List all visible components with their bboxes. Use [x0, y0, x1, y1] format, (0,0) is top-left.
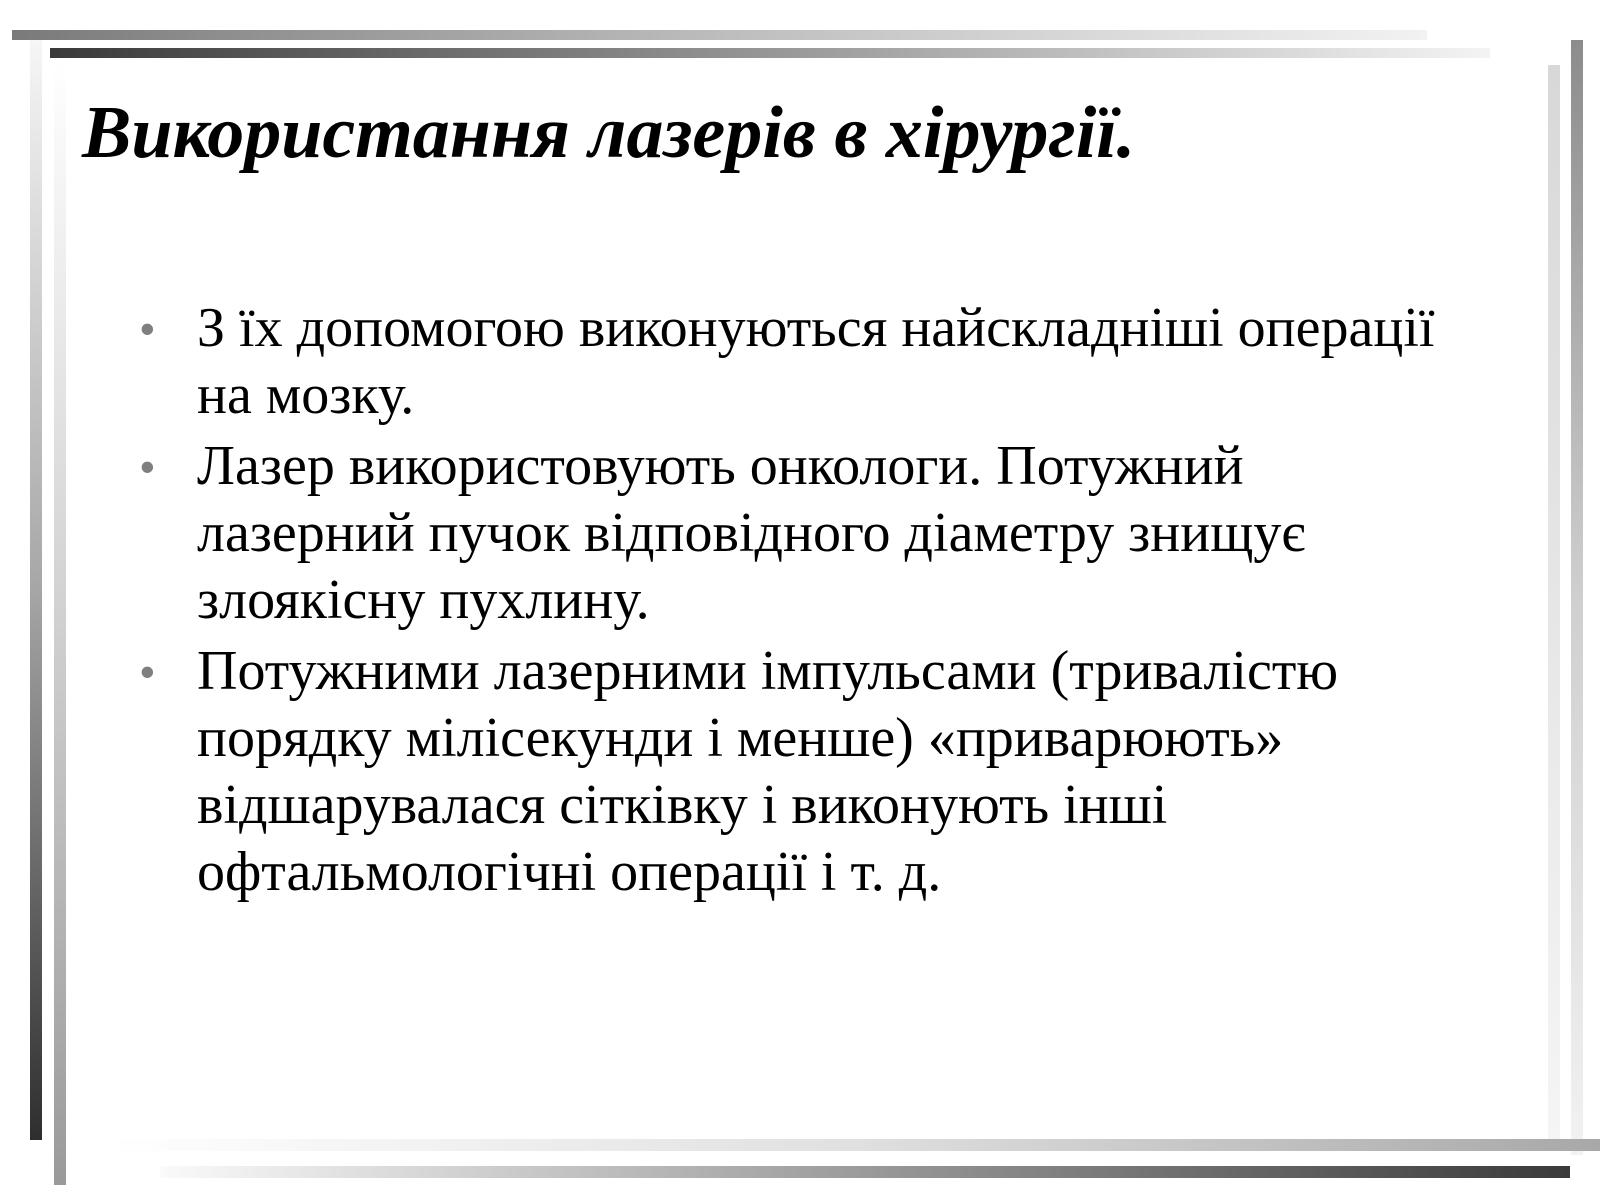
bullet-dot-icon: •	[140, 305, 155, 352]
frame-bar-left-inner	[54, 60, 66, 1185]
frame-bar-right-inner	[1548, 65, 1560, 1145]
bullet-dot-icon: •	[140, 648, 155, 695]
frame-bar-top-outer	[12, 30, 1427, 40]
frame-bar-left-outer	[30, 40, 42, 1140]
bullet-item	[140, 295, 1440, 429]
bullet-list	[140, 295, 1440, 910]
frame-bar-top-inner	[50, 48, 1490, 58]
frame-bar-bottom-outer	[160, 1166, 1570, 1178]
bullet-item	[140, 638, 1440, 906]
frame-bar-bottom-inner	[110, 1139, 1600, 1151]
slide-title: Використання лазерів в хірургії.	[82, 92, 1136, 174]
bullet-text: Потужними лазерними імпульсами (тривалістю порядку мілісекунди і менше) «приварюють» відшарувалася сітківку і виконують інші офтальмологічні операції і т. д.	[197, 640, 1339, 903]
bullet-dot-icon: •	[140, 443, 155, 490]
bullet-item	[140, 433, 1440, 634]
bullet-text: Лазер використовують онкологи. Потужний лазерний пучок відповідного діаметру знищує злоякісну пухлину.	[197, 435, 1306, 631]
bullet-text: З їх допомогою виконуються найскладніші операції на мозку.	[197, 297, 1435, 426]
frame-bar-right-outer	[1571, 40, 1583, 1155]
